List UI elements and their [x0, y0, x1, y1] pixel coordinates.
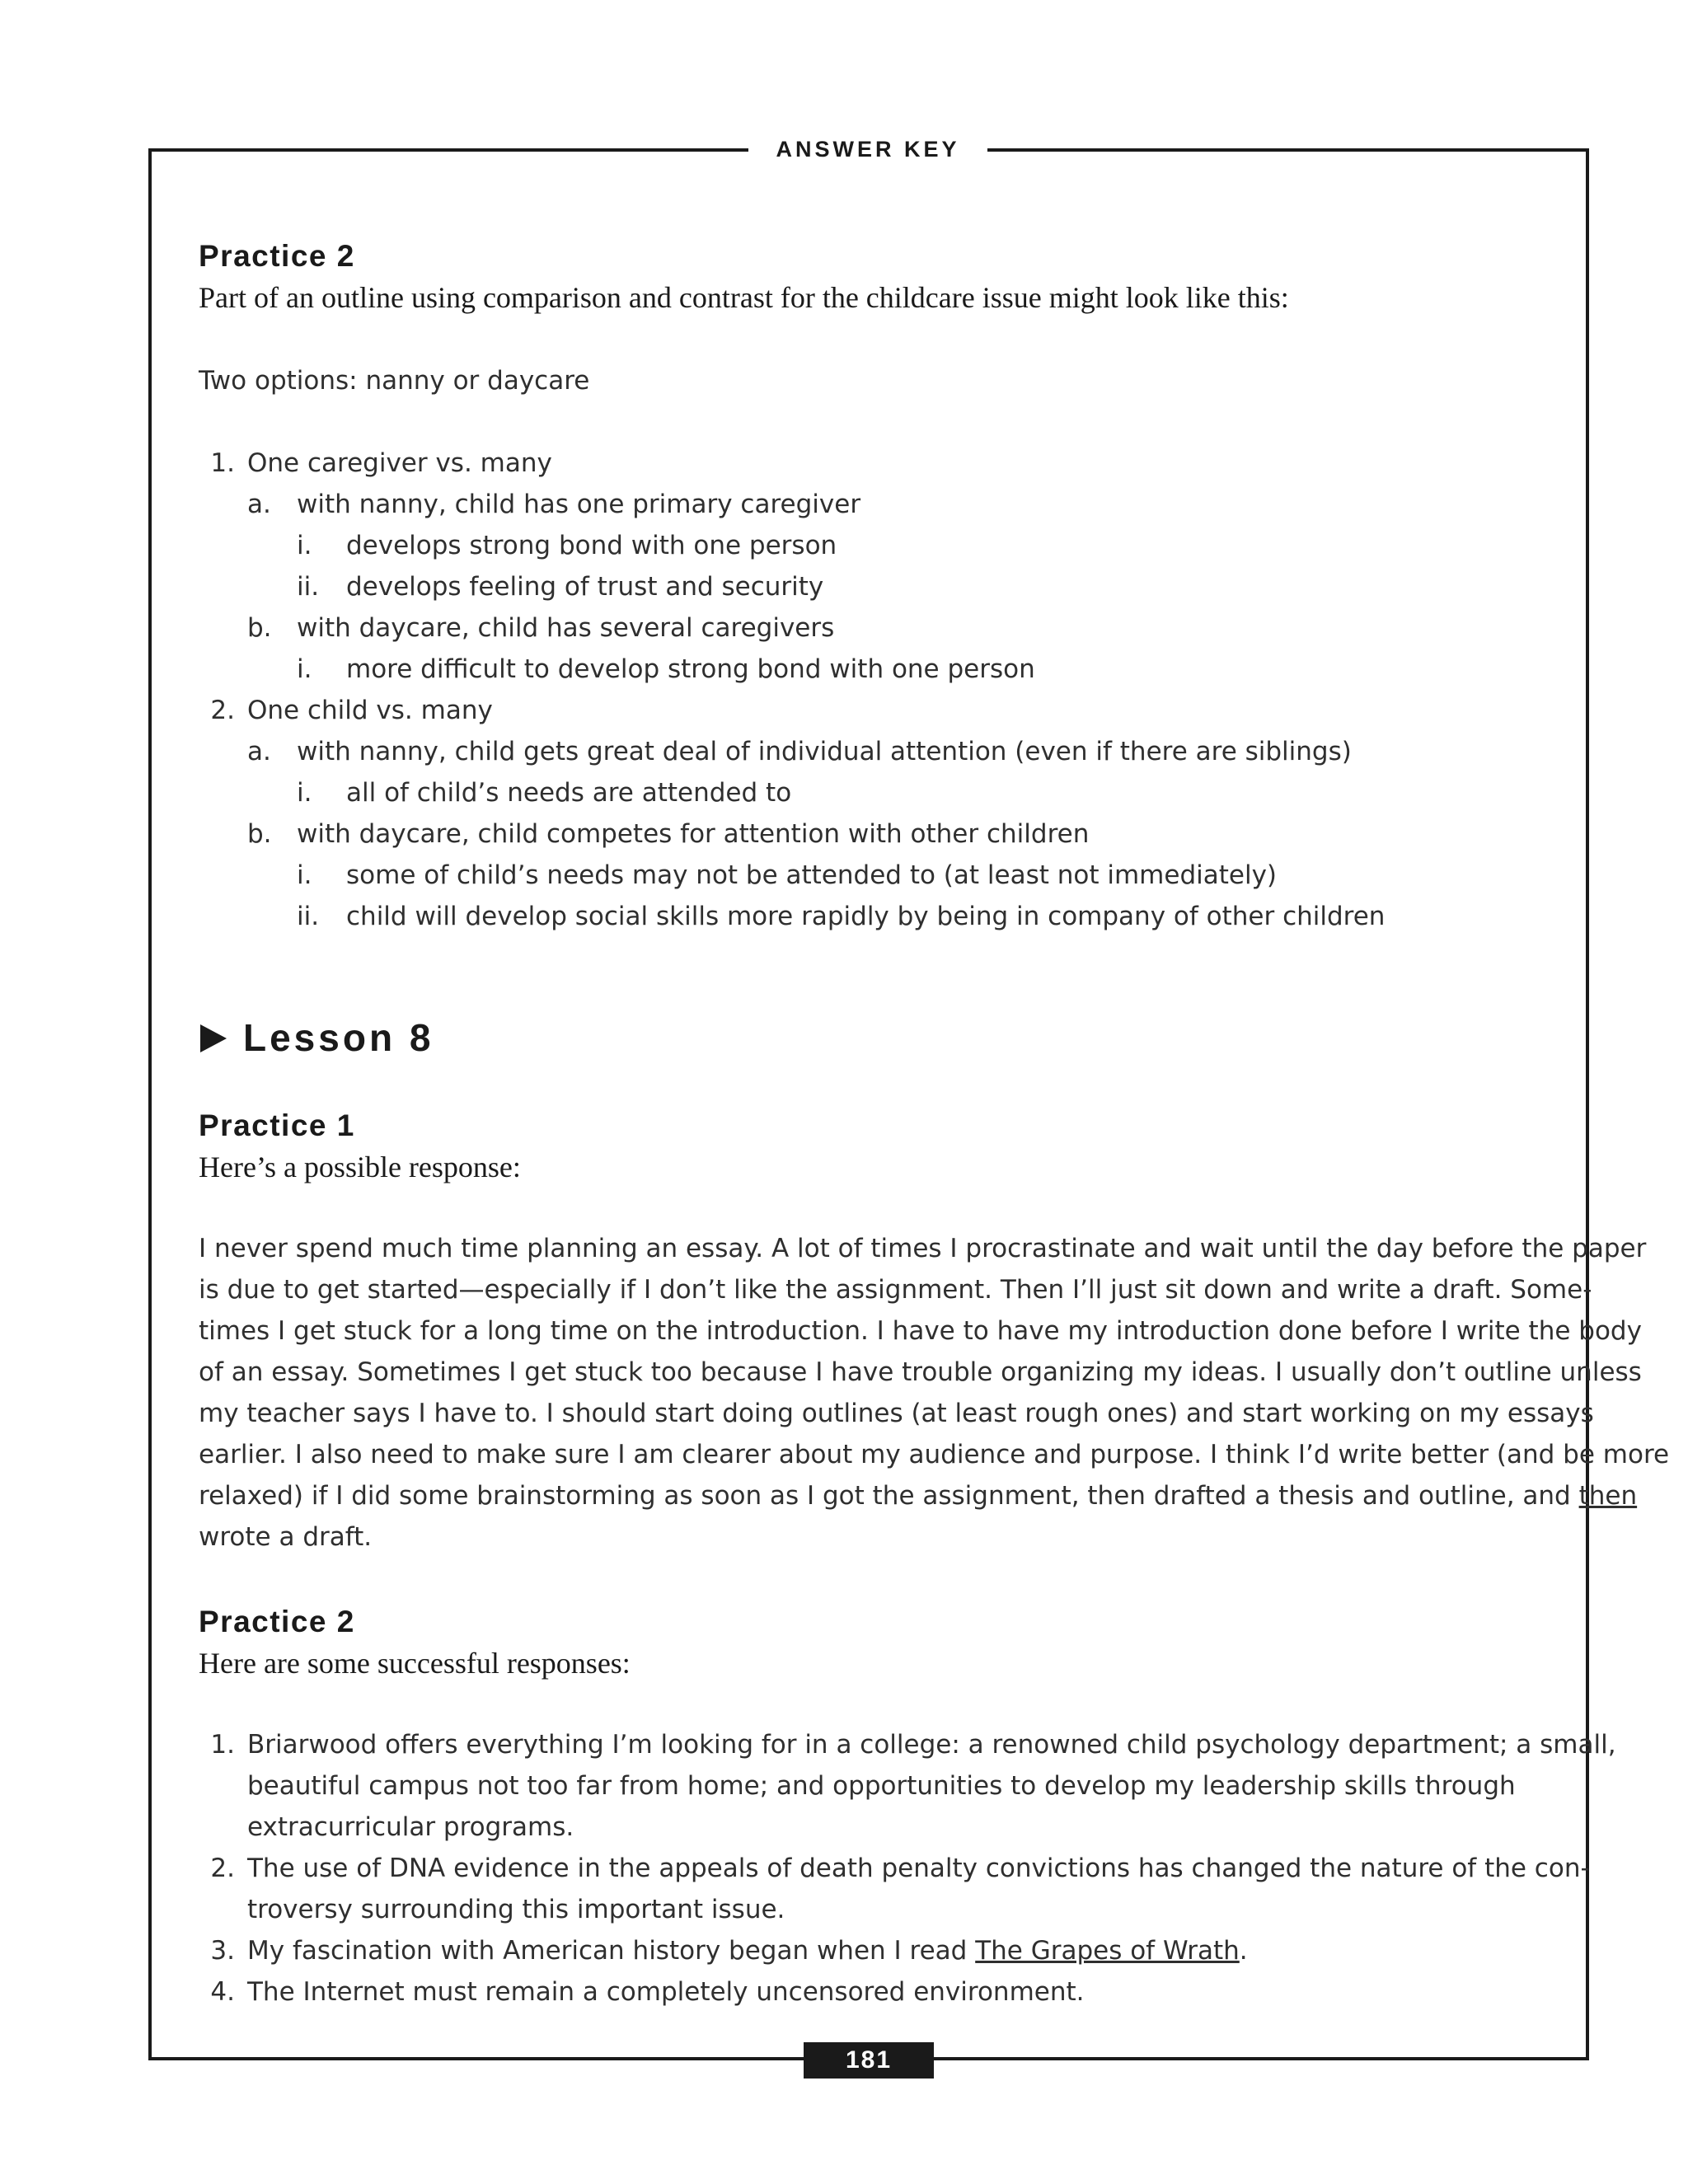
practice-1-intro: Here’s a possible response: [199, 1151, 521, 1183]
practice-2-intro: Part of an outline using comparison and contrast for the childcare issue might look like this: [199, 281, 1289, 314]
paragraph-line: times I get stuck for a long time on the introduction. I have to have my introduction done before I write the body [199, 1316, 1642, 1346]
list-item-text: My fascination with American history began when I read [247, 1936, 976, 1966]
practice-2-heading: Practice 2 [199, 239, 355, 273]
outline-marker: i. [297, 860, 312, 890]
outline-item: more difficult to develop strong bond with one person [346, 654, 1035, 684]
outline-item: with daycare, child has several caregivers [297, 613, 835, 643]
outline-item: all of child’s needs are attended to [346, 778, 792, 808]
list-item-suffix: . [1239, 1936, 1248, 1966]
paragraph-line: earlier. I also need to make sure I am clearer about my audience and purpose. I think I’d write better (and be more [199, 1440, 1670, 1469]
page-number: 181 [804, 2042, 934, 2079]
list-item-line: extracurricular programs. [247, 1812, 574, 1842]
outline-marker: i. [297, 654, 312, 684]
outline-marker: 1. [210, 448, 235, 478]
book-title: The Grapes of Wrath [975, 1936, 1240, 1966]
paragraph-line: my teacher says I have to. I should start doing outlines (at least rough ones) and start working on my essays [199, 1399, 1594, 1428]
paragraph-line-text: relaxed) if I did some brainstorming as soon as I got the assignment, then drafted a thesis and outline, and [199, 1481, 1579, 1511]
outline-item: some of child’s needs may not be attended to (at least not immediately) [346, 860, 1278, 890]
outline-item: with nanny, child has one primary caregiver [297, 490, 861, 519]
outline-marker: b. [247, 613, 272, 643]
list-item-line: The Internet must remain a completely uncensored environment. [247, 1977, 1085, 2007]
outline-marker: a. [247, 490, 271, 519]
outline-marker: ii. [297, 902, 320, 931]
outline-marker: b. [247, 819, 272, 849]
play-triangle-icon [200, 1024, 227, 1052]
paragraph-line: I never spend much time planning an essay. A lot of times I procrastinate and wait until the day before the paper [199, 1234, 1647, 1263]
outline-item: child will develop social skills more rapidly by being in company of other children [346, 902, 1386, 931]
paragraph-line: of an essay. Sometimes I get stuck too because I have trouble organizing my ideas. I usually don’t outline unless [199, 1357, 1642, 1387]
paragraph-line: wrote a draft. [199, 1522, 373, 1552]
list-item-line: troversy surrounding this important issue. [247, 1895, 785, 1924]
outline-marker: ii. [297, 572, 320, 602]
list-marker: 3. [210, 1936, 235, 1966]
outline-marker: i. [297, 778, 312, 808]
outline-marker: i. [297, 531, 312, 560]
list-marker: 4. [210, 1977, 235, 2007]
outline-item: develops strong bond with one person [346, 531, 837, 560]
list-marker: 1. [210, 1730, 235, 1760]
outline-item: One caregiver vs. many [247, 448, 552, 478]
underlined-then: then [1578, 1481, 1638, 1511]
list-item-line: The use of DNA evidence in the appeals of death penalty convictions has changed the nature of the con- [247, 1854, 1590, 1883]
paragraph-line: is due to get started—especially if I don’t like the assignment. Then I’ll just sit down and write a draft. Some- [199, 1275, 1592, 1305]
practice-1-heading: Practice 1 [199, 1108, 355, 1142]
list-item-line [247, 1936, 1248, 1966]
outline-item: with nanny, child gets great deal of individual attention (even if there are siblings) [297, 737, 1352, 766]
practice-2b-heading: Practice 2 [199, 1605, 355, 1638]
outline-topic: Two options: nanny or daycare [199, 366, 590, 396]
outline-marker: 2. [210, 696, 235, 725]
answer-key-label: ANSWER KEY [748, 134, 987, 164]
list-item-line: Briarwood offers everything I’m looking for in a college: a renowned child psychology department; a small, [247, 1730, 1616, 1760]
outline-item: One child vs. many [247, 696, 493, 725]
outline-item: develops feeling of trust and security [346, 572, 824, 602]
paragraph-line [199, 1481, 1637, 1511]
list-marker: 2. [210, 1854, 235, 1883]
outline-marker: a. [247, 737, 271, 766]
lesson-title: Lesson 8 [243, 1016, 434, 1059]
list-item-line: beautiful campus not too far from home; and opportunities to develop my leadership skills through [247, 1771, 1516, 1801]
practice-2b-intro: Here are some successful responses: [199, 1647, 631, 1680]
outline-item: with daycare, child competes for attention with other children [297, 819, 1090, 849]
